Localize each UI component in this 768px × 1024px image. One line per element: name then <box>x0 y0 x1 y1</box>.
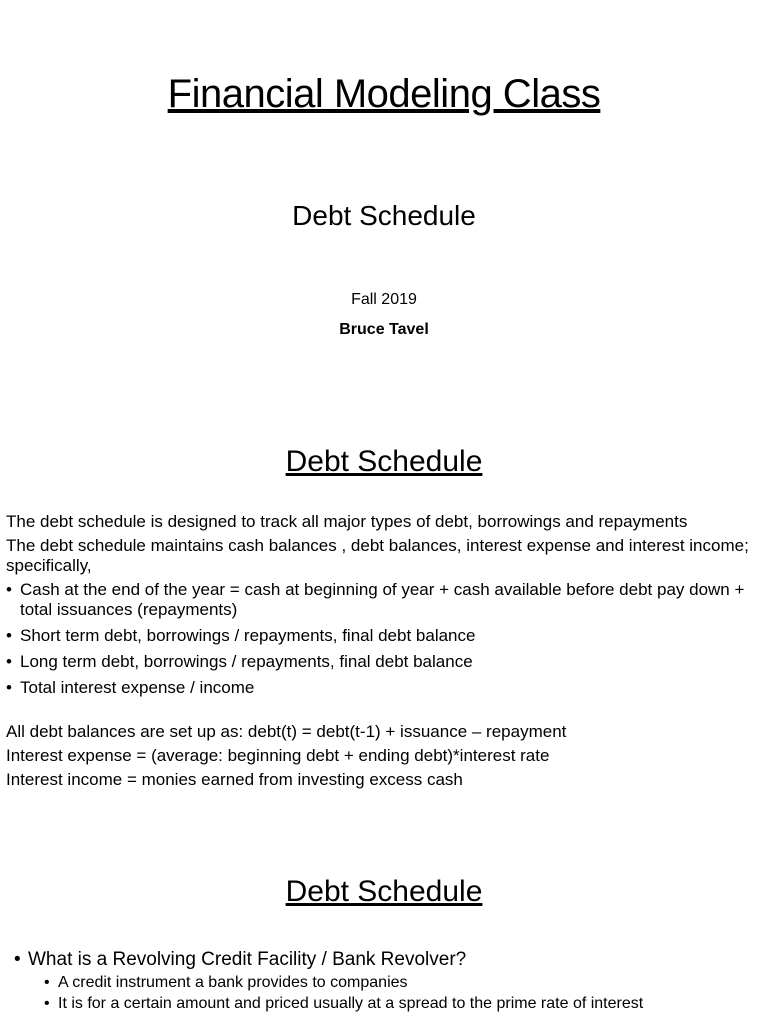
slide-2-paragraph: The debt schedule is designed to track all major types of debt, borrowings and repayments <box>6 512 688 531</box>
slide-3-title: Debt Schedule <box>285 875 483 908</box>
slide-2-bullet-text: Total interest expense / income <box>20 678 255 697</box>
slide-1-title: Financial Modeling Class <box>167 72 601 116</box>
slide-2-bullet-text: Short term debt, borrowings / repayments, final debt balance <box>20 626 476 645</box>
slide-2-bullet-item <box>6 580 762 620</box>
slide-3-sub-text: A credit instrument a bank provides to companies <box>58 974 408 991</box>
slide-2-paragraph: The debt schedule maintains cash balances , debt balances, interest expense and interest income; specifically, <box>6 536 749 575</box>
bullet-icon: • <box>14 949 21 970</box>
slide-2-formula: Interest income = monies earned from investing excess cash <box>6 770 463 789</box>
slide-3-body <box>14 948 754 1014</box>
slide-3-sub-item <box>44 993 754 1014</box>
bullet-icon: • <box>6 652 12 671</box>
slide-3-sub-text: It is for a certain amount and priced usually at a spread to the prime rate of interest <box>58 995 644 1012</box>
slide-2-bullet-item <box>6 626 762 646</box>
slide-2-formula: All debt balances are set up as: debt(t) = debt(t-1) + issuance – repayment <box>6 722 567 741</box>
bullet-icon: • <box>6 626 12 645</box>
slide-2-bullet-item <box>6 652 762 672</box>
slide-2-bullet-item <box>6 678 762 698</box>
slide-3-question <box>14 948 754 972</box>
bullet-icon: • <box>44 974 50 991</box>
slide-3-question-text: What is a Revolving Credit Facility / Bank Revolver? <box>28 949 467 970</box>
slide-3-sub-item <box>44 972 754 993</box>
slide-2-bullet-list <box>6 580 762 698</box>
slide-1-author: Bruce Tavel <box>339 321 429 338</box>
bullet-icon: • <box>44 995 50 1012</box>
slide-3-sub-list <box>44 972 754 1014</box>
slide-1-subtitle: Debt Schedule <box>292 200 476 231</box>
slide-1-term: Fall 2019 <box>351 291 417 308</box>
slide-2-body <box>6 512 762 794</box>
slide-2-title: Debt Schedule <box>285 445 483 478</box>
slide-2-bullet-text: Cash at the end of the year = cash at beginning of year + cash available before debt pay down + total issuances (repayments) <box>20 580 745 619</box>
slide-2-bullet-text: Long term debt, borrowings / repayments, final debt balance <box>20 652 473 671</box>
bullet-icon: • <box>6 678 12 697</box>
bullet-icon: • <box>6 580 12 599</box>
slide-2-formula: Interest expense = (average: beginning debt + ending debt)*interest rate <box>6 746 550 765</box>
